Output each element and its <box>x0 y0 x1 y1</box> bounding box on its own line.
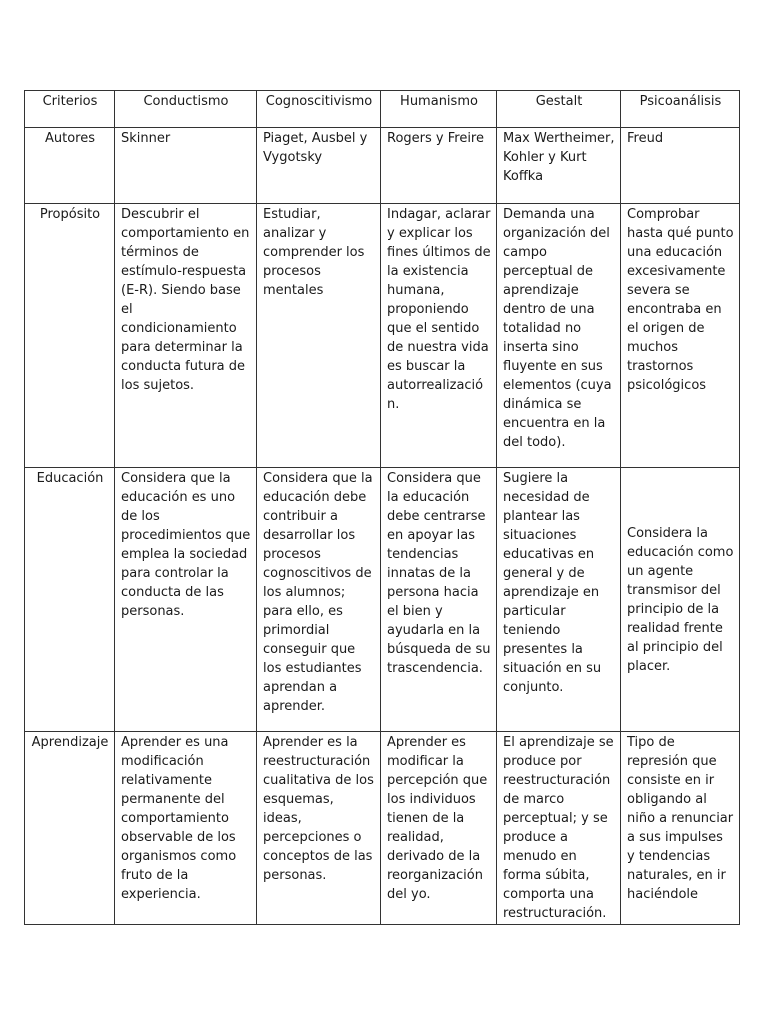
header-cognoscitivismo: Cognoscitivismo <box>257 91 381 128</box>
table-cell: Estudiar, analizar y comprender los procesos mentales <box>257 204 381 468</box>
table-cell: Max Wertheimer, Kohler y Kurt Koffka <box>497 128 621 204</box>
table-cell: Considera que la educación es uno de los procedimientos que emplea la sociedad para controlar la conducta de las personas. <box>115 468 257 732</box>
row-label-autores: Autores <box>25 128 115 204</box>
table-cell: Skinner <box>115 128 257 204</box>
header-conductismo: Conductismo <box>115 91 257 128</box>
table-cell: Considera que la educación debe centrarse en apoyar las tendencias innatas de la persona hacia el bien y ayudarla en la búsqueda de su trascendencia. <box>381 468 497 732</box>
header-row <box>25 91 740 128</box>
table-cell: Indagar, aclarar y explicar los fines últimos de la existencia humana, proponiendo que el sentido de nuestra vida es buscar la autorrealización. <box>381 204 497 468</box>
table-cell: Piaget, Ausbel y Vygotsky <box>257 128 381 204</box>
table-cell: Freud <box>621 128 740 204</box>
table-cell: Descubrir el comportamiento en términos de estímulo-respuesta (E-R). Siendo base el condicionamiento para determinar la conducta futura de los sujetos. <box>115 204 257 468</box>
table-cell: Aprender es la reestructuración cualitativa de los esquemas, ideas, percepciones o conceptos de las personas. <box>257 732 381 925</box>
header-gestalt: Gestalt <box>497 91 621 128</box>
table-row-autores <box>25 128 740 204</box>
table-cell: El aprendizaje se produce por reestructuración de marco perceptual; y se produce a menudo en forma súbita, comporta una restructuración. <box>497 732 621 925</box>
table-row-proposito <box>25 204 740 468</box>
table-cell: Rogers y Freire <box>381 128 497 204</box>
row-label-educacion: Educación <box>25 468 115 732</box>
table-row-educacion <box>25 468 740 732</box>
table-row-aprendizaje <box>25 732 740 925</box>
table-cell: Considera la educación como un agente transmisor del principio de la realidad frente al principio del placer. <box>621 468 740 732</box>
table-cell: Aprender es modificar la percepción que los individuos tienen de la realidad, derivado de la reorganización del yo. <box>381 732 497 925</box>
table-cell: Sugiere la necesidad de plantear las situaciones educativas en general y de aprendizaje en particular teniendo presentes la situación en su conjunto. <box>497 468 621 732</box>
header-psicoanalisis: Psicoanálisis <box>621 91 740 128</box>
table-cell: Considera que la educación debe contribuir a desarrollar los procesos cognoscitivos de los alumnos; para ello, es primordial conseguir que los estudiantes aprendan a aprender. <box>257 468 381 732</box>
row-label-proposito: Propósito <box>25 204 115 468</box>
table-cell: Tipo de represión que consiste en ir obligando al niño a renunciar a sus impulses y tendencias naturales, en ir haciéndole <box>621 732 740 925</box>
table-cell: Aprender es una modificación relativamente permanente del comportamiento observable de los organismos como fruto de la experiencia. <box>115 732 257 925</box>
table-cell: Comprobar hasta qué punto una educación excesivamente severa se encontraba en el origen de muchos trastornos psicológicos <box>621 204 740 468</box>
comparison-table <box>24 90 740 925</box>
header-criterios: Criterios <box>25 91 115 128</box>
row-label-aprendizaje: Aprendizaje <box>25 732 115 925</box>
header-humanismo: Humanismo <box>381 91 497 128</box>
table-cell: Demanda una organización del campo perceptual de aprendizaje dentro de una totalidad no inserta sino fluyente en sus elementos (cuya dinámica se encuentra en la del todo). <box>497 204 621 468</box>
